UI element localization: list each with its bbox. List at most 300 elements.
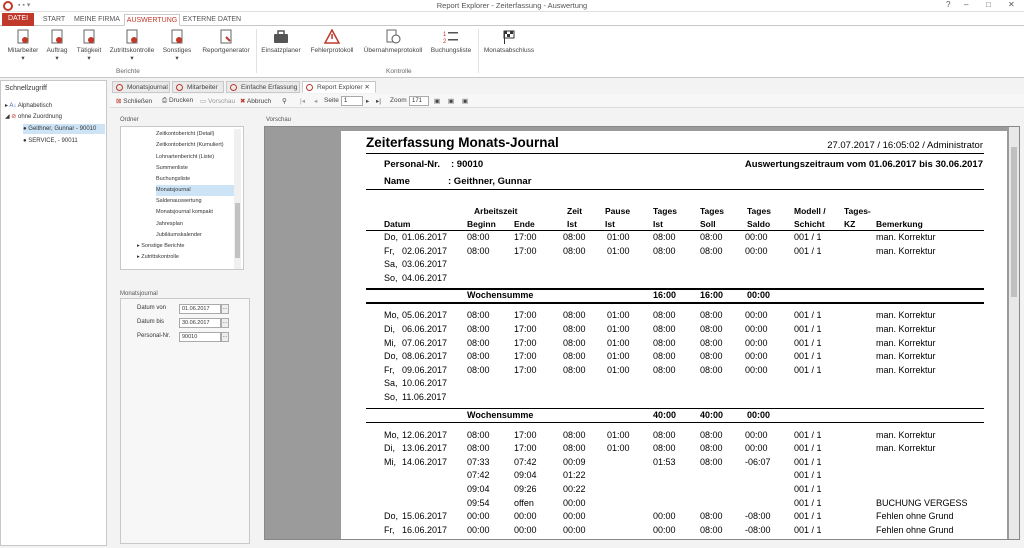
table-cell: Fr,: [384, 245, 395, 256]
table-cell: 00:00: [563, 511, 586, 522]
col-header: Modell /: [794, 206, 826, 216]
table-cell: 001 / 1: [794, 511, 822, 522]
next-page-icon[interactable]: ▸: [366, 98, 370, 105]
col-header: Zeit: [567, 206, 583, 216]
minimize-button[interactable]: –: [964, 0, 969, 9]
user-icon: ●: [23, 138, 27, 144]
table-cell: 07.06.2017: [402, 337, 448, 348]
table-cell: 00:00: [745, 364, 768, 375]
table-cell: 08:00: [700, 456, 723, 467]
uebernahmeprotokoll-button[interactable]: Übernahmeprotokoll: [360, 29, 426, 65]
col-header: Bemerkung: [876, 219, 923, 229]
table-cell: 00:00: [745, 429, 768, 440]
table-cell: 08.06.2017: [402, 351, 448, 362]
table-cell: 08:00: [467, 429, 490, 440]
col-header: Ist: [653, 219, 663, 229]
table-cell: Fehlen ohne Grund: [876, 524, 954, 535]
table-cell: Mo,: [384, 429, 400, 440]
checkered-flag-icon: [501, 29, 517, 45]
report-item[interactable]: Summenliste: [156, 165, 188, 171]
table-cell: 02.06.2017: [402, 245, 448, 256]
table-cell: 08:00: [653, 364, 676, 375]
table-cell: 08:00: [563, 337, 586, 348]
taetigkeit-button[interactable]: Tätigkeit ▾: [74, 29, 104, 65]
datum-bis-input[interactable]: 30.06.2017: [179, 318, 221, 328]
table-cell: 08:00: [653, 245, 676, 256]
close-button[interactable]: ⊠ Schließen: [116, 98, 153, 105]
table-cell: 17:00: [514, 310, 537, 321]
table-cell: 00:09: [563, 456, 586, 467]
tab-icon: [116, 84, 123, 91]
table-cell: man. Korrektur: [876, 351, 936, 362]
table-cell: 001 / 1: [794, 337, 822, 348]
svg-text:1: 1: [443, 32, 447, 38]
table-cell: 01:00: [607, 232, 630, 242]
window-title: Report Explorer - Zeiterfassung - Auswertung: [436, 1, 588, 10]
zoom-label: Zoom: [390, 97, 407, 104]
table-cell: 01:00: [607, 429, 630, 440]
personal-nr-input[interactable]: 90010: [179, 332, 221, 342]
table-cell: 08:00: [653, 310, 676, 321]
table-cell: 01.06.2017: [402, 232, 448, 242]
table-cell: -06:07: [745, 456, 771, 467]
monatsjournal-label: Monatsjournal: [120, 291, 158, 297]
table-cell: 01:22: [563, 470, 586, 481]
divider: [366, 230, 984, 231]
clock-document-icon: [385, 29, 401, 45]
table-cell: 001 / 1: [794, 456, 822, 467]
table-cell: 00:00: [563, 524, 586, 535]
table-cell: 13.06.2017: [402, 443, 448, 454]
col-header: Pause: [605, 206, 631, 216]
numbered-list-icon: [443, 29, 459, 45]
sonstiges-button[interactable]: Sonstiges ▾: [160, 29, 194, 65]
table-cell: 001 / 1: [794, 470, 822, 481]
user-icon: ●: [23, 126, 27, 132]
personal-nr-value: : 90010: [451, 159, 484, 170]
col-header: Beginn: [467, 219, 496, 229]
document-order-icon: [49, 29, 65, 45]
last-page-icon[interactable]: ▸|: [376, 98, 381, 105]
help-button[interactable]: ?: [946, 0, 951, 9]
preview-button[interactable]: ▭ Vorschau: [200, 98, 236, 105]
table-cell: Di,: [384, 443, 395, 454]
personal-nr-label: Personal-Nr.: [137, 333, 171, 339]
table-cell: 08:00: [563, 310, 586, 321]
tab-icon: [306, 84, 313, 91]
panel-title: Schnellzugriff: [5, 85, 47, 92]
table-cell: BUCHUNG VERGESS: [876, 497, 968, 508]
tab-mitarbeiter[interactable]: Mitarbeiter: [172, 81, 224, 93]
divider: [366, 302, 984, 304]
table-cell: Sa,: [384, 259, 398, 270]
table-cell: 00:00: [467, 524, 490, 535]
table-cell: 17:00: [514, 364, 537, 375]
name-value: : Geithner, Gunnar: [448, 176, 532, 187]
buchungsliste-button[interactable]: 1 2 Buchungsliste: [428, 29, 474, 65]
vorschau-label: Vorschau: [266, 117, 292, 123]
table-cell: 17:00: [514, 429, 537, 440]
table-cell: 08:00: [700, 310, 723, 321]
personal-nr-caption: Personal-Nr.: [384, 159, 440, 170]
date-picker-button[interactable]: …: [221, 318, 229, 328]
week-sum-cell: 40:00: [653, 409, 677, 420]
table-cell: 08:00: [563, 364, 586, 375]
table-cell: 08:00: [467, 364, 490, 375]
table-cell: 001 / 1: [794, 232, 822, 242]
report-preview: [264, 126, 1020, 540]
folder-sonstige-berichte[interactable]: ▸ Sonstige Berichte: [137, 243, 185, 249]
ordner-label: Ordner: [120, 117, 139, 123]
report-generator-icon: [218, 29, 234, 45]
tab-report-explorer[interactable]: Report Explorer ✕: [302, 81, 376, 93]
col-header: Saldo: [747, 219, 771, 229]
col-header: Ende: [514, 219, 535, 229]
table-cell: 08:00: [467, 232, 490, 242]
table-cell: 00:00: [514, 524, 537, 535]
table-cell: man. Korrektur: [876, 245, 936, 256]
table-cell: 04.06.2017: [402, 272, 448, 283]
week-sum-cell: 00:00: [747, 290, 771, 301]
table-cell: man. Korrektur: [876, 337, 936, 348]
table-cell: 17:00: [514, 443, 537, 454]
table-cell: Do,: [384, 351, 399, 362]
table-cell: 08:00: [653, 351, 676, 362]
cancel-button[interactable]: ✖ Abbruch: [240, 98, 272, 105]
table-cell: 08:00: [700, 443, 723, 454]
warning-icon: [324, 29, 340, 45]
col-header: Tages: [747, 206, 771, 216]
tree-item-geithner[interactable]: ● Geithner, Gunnar - 90010: [23, 124, 105, 134]
page-label: Seite: [324, 97, 339, 104]
first-page-icon[interactable]: |◂: [300, 98, 305, 105]
table-cell: 00:00: [745, 337, 768, 348]
table-cell: 17:00: [514, 337, 537, 348]
table-cell: 08:00: [700, 245, 723, 256]
table-cell: 08:00: [700, 429, 723, 440]
group-label-kontrolle: Kontrolle: [386, 68, 412, 75]
tab-icon: [176, 84, 183, 91]
fit-width-icon[interactable]: ▣: [448, 98, 455, 105]
scroll-thumb[interactable]: [1011, 147, 1017, 297]
table-cell: Fr,: [384, 364, 395, 375]
report-item[interactable]: Monatsjournal kompakt: [156, 209, 213, 215]
table-cell: 08:00: [700, 524, 723, 535]
table-cell: Fehlen ohne Grund: [876, 511, 954, 522]
search-icon[interactable]: ⚲: [282, 98, 287, 105]
report-page: [341, 131, 1007, 540]
svg-text:2: 2: [443, 39, 447, 45]
menu-bar: [0, 12, 1024, 26]
week-sum-cell: 00:00: [747, 409, 771, 420]
table-cell: 08:00: [700, 337, 723, 348]
print-button[interactable]: ⎙ Drucken: [162, 97, 194, 104]
table-cell: 17:00: [514, 324, 537, 334]
maximize-button[interactable]: □: [986, 0, 991, 9]
document-tabs: [110, 80, 1024, 93]
tab-einfache-erfassung[interactable]: Einfache Erfassung: [226, 81, 300, 93]
col-header: Tages: [653, 206, 677, 216]
fit-page-icon[interactable]: ▣: [434, 98, 441, 105]
table-cell: man. Korrektur: [876, 443, 936, 454]
divider: [366, 153, 984, 154]
tab-icon: [230, 84, 237, 91]
table-cell: 01:00: [607, 245, 630, 256]
table-cell: 001 / 1: [794, 524, 822, 535]
printer-icon: ⎙: [162, 97, 168, 104]
col-header: Soll: [700, 219, 716, 229]
col-header: KZ: [844, 219, 856, 229]
tab-meine-firma[interactable]: MEINE FIRMA: [74, 16, 120, 23]
table-cell: 01:00: [607, 337, 630, 348]
table-cell: 08:00: [467, 351, 490, 362]
week-sum-cell: 40:00: [700, 409, 724, 420]
table-cell: 16.06.2017: [402, 524, 448, 535]
report-item[interactable]: Jahresplan: [156, 221, 183, 227]
table-cell: 15.06.2017: [402, 511, 448, 522]
fehlerprotokoll-button[interactable]: Fehlerprotokoll: [308, 29, 356, 65]
table-cell: 09:04: [467, 484, 490, 494]
table-cell: -08:00: [745, 511, 771, 522]
table-cell: 08:00: [653, 324, 676, 334]
table-cell: 09:54: [467, 497, 490, 508]
zoom-100-icon[interactable]: ▣: [462, 98, 469, 105]
table-cell: 07:42: [467, 470, 490, 481]
report-toolbar: [110, 94, 1024, 108]
table-cell: 08:00: [563, 324, 586, 334]
table-cell: 07:33: [467, 456, 490, 467]
table-cell: Sa,: [384, 378, 398, 389]
tab-auswertung[interactable]: AUSWERTUNG: [124, 14, 180, 26]
tree-item-service[interactable]: ● SERVICE, - 90011: [23, 138, 78, 144]
report-item[interactable]: Buchungsliste: [156, 176, 191, 182]
col-header: Ist: [605, 219, 615, 229]
document-access-icon: [124, 29, 140, 45]
table-cell: 06.06.2017: [402, 324, 448, 334]
briefcase-icon: [273, 29, 289, 45]
col-header: Datum: [384, 219, 411, 229]
ribbon: [0, 26, 1024, 78]
monatsabschluss-button[interactable]: Monatsabschluss: [482, 29, 536, 65]
table-cell: 08:00: [563, 232, 586, 242]
close-icon: ⊠: [116, 98, 122, 105]
table-cell: 00:00: [745, 351, 768, 362]
table-cell: 09:04: [514, 470, 537, 481]
table-cell: 09.06.2017: [402, 364, 448, 375]
table-cell: Mi,: [384, 456, 396, 467]
table-cell: man. Korrektur: [876, 232, 936, 242]
table-cell: 08:00: [653, 337, 676, 348]
table-cell: 10.06.2017: [402, 378, 448, 389]
table-cell: 00:00: [467, 511, 490, 522]
table-cell: 08:00: [467, 443, 490, 454]
zutrittskontrolle-button[interactable]: Zutrittskontrolle ▾: [106, 29, 158, 65]
table-cell: 08:00: [563, 351, 586, 362]
table-cell: 08:00: [700, 364, 723, 375]
table-cell: 07:42: [514, 456, 537, 467]
table-cell: 11.06.2017: [402, 392, 447, 402]
table-cell: 01:00: [607, 443, 630, 454]
table-cell: 08:00: [700, 324, 723, 334]
table-cell: 001 / 1: [794, 497, 822, 508]
table-cell: Mi,: [384, 337, 396, 348]
date-picker-button[interactable]: …: [221, 304, 229, 314]
table-cell: 08:00: [653, 443, 676, 454]
table-cell: Di,: [384, 324, 395, 334]
table-cell: 08:00: [563, 429, 586, 440]
table-cell: 00:00: [745, 245, 768, 256]
table-cell: 08:00: [467, 245, 490, 256]
col-header: Tages-: [844, 206, 871, 216]
table-cell: man. Korrektur: [876, 364, 936, 375]
table-cell: 17:00: [514, 245, 537, 256]
table-cell: 08:00: [700, 351, 723, 362]
table-cell: 08:00: [467, 337, 490, 348]
group-label-berichte: Berichte: [116, 68, 140, 75]
table-cell: 00:00: [653, 524, 676, 535]
table-cell: 001 / 1: [794, 429, 822, 440]
week-sum-cell: 16:00: [700, 290, 724, 301]
table-cell: 17:00: [514, 232, 537, 242]
col-header: Ist: [567, 219, 577, 229]
report-item[interactable]: Jubiläumskalender: [156, 232, 202, 238]
table-cell: 14.06.2017: [402, 456, 448, 467]
table-cell: 12.06.2017: [402, 429, 448, 440]
datum-von-label: Datum von: [137, 305, 167, 311]
ribbon-separator: [256, 29, 257, 73]
datum-bis-label: Datum bis: [137, 319, 165, 325]
report-item[interactable]: Zeitkontobericht (Kumuliert): [156, 142, 224, 148]
report-folder-tree: [120, 126, 244, 270]
parameter-panel: [120, 298, 250, 544]
title-bar: [0, 0, 1024, 12]
auftrag-button[interactable]: Auftrag ▾: [44, 29, 70, 65]
table-cell: 00:00: [745, 443, 768, 454]
table-cell: 001 / 1: [794, 364, 822, 375]
scroll-thumb[interactable]: [235, 203, 240, 258]
table-cell: 00:22: [563, 484, 586, 494]
col-header: Schicht: [794, 219, 825, 229]
col-header: Arbeitszeit: [474, 206, 518, 216]
einsatzplaner-button[interactable]: Einsatzplaner: [260, 29, 302, 65]
tab-datei[interactable]: DATEI: [2, 13, 34, 26]
mitarbeiter-button[interactable]: Mitarbeiter ▾: [4, 29, 42, 65]
report-period: Auswertungszeitraum vom 01.06.2017 bis 30.06.2017: [744, 159, 983, 170]
monitor-icon: ▭: [200, 98, 207, 105]
table-cell: 08:00: [467, 310, 490, 321]
table-cell: 08:00: [653, 429, 676, 440]
table-cell: 17:00: [514, 351, 537, 362]
table-cell: 08:00: [563, 245, 586, 256]
document-user-icon: [15, 29, 31, 45]
tab-monatsjournal[interactable]: Monatsjournal: [112, 81, 170, 93]
quick-access-icons[interactable]: ▪ ▪ ▾: [18, 2, 31, 9]
table-cell: man. Korrektur: [876, 310, 936, 321]
table-cell: man. Korrektur: [876, 429, 936, 440]
reportgenerator-button[interactable]: Reportgenerator: [200, 29, 252, 65]
table-cell: 01:00: [607, 351, 630, 362]
table-cell: 08:00: [563, 443, 586, 454]
report-timestamp: 27.07.2017 / 16:05:02 / Administrator: [827, 140, 983, 151]
document-activity-icon: [81, 29, 97, 45]
table-cell: -08:00: [745, 524, 771, 535]
table-cell: 001 / 1: [794, 245, 822, 256]
divider: [366, 422, 984, 424]
tree-item-ohne-zuordnung[interactable]: ◢ ⊘ ohne Zuordnung: [5, 114, 63, 120]
table-cell: 00:00: [745, 324, 768, 334]
zoom-input[interactable]: 171: [409, 96, 429, 106]
table-cell: 001 / 1: [794, 310, 822, 321]
week-sum-cell: 16:00: [653, 290, 677, 301]
table-cell: 03.06.2017: [402, 259, 448, 270]
page-input[interactable]: 1: [341, 96, 363, 106]
table-cell: 00:00: [653, 511, 676, 522]
table-cell: 08:00: [653, 232, 676, 242]
tab-start[interactable]: START: [42, 16, 66, 23]
table-cell: man. Korrektur: [876, 324, 936, 334]
table-cell: 01:53: [653, 456, 676, 467]
prev-page-icon[interactable]: ◂: [314, 98, 318, 105]
table-cell: Do,: [384, 511, 399, 522]
table-cell: So,: [384, 392, 398, 402]
table-cell: 09:26: [514, 484, 537, 494]
table-cell: 00:00: [745, 310, 768, 321]
col-header: Tages: [700, 206, 724, 216]
folder-zutrittskontrolle[interactable]: ▸ Zutrittskontrolle: [137, 254, 179, 260]
table-cell: 00:00: [745, 232, 768, 242]
report-item[interactable]: Saldenauswertung: [156, 198, 202, 204]
ribbon-separator: [478, 29, 479, 73]
lookup-button[interactable]: …: [221, 332, 229, 342]
table-cell: 00:00: [514, 511, 537, 522]
name-caption: Name: [384, 176, 410, 187]
table-cell: So,: [384, 272, 398, 283]
week-sum-cell: Wochensumme: [467, 409, 534, 420]
close-window-button[interactable]: ✕: [1008, 0, 1015, 9]
report-item[interactable]: Lohnartenbericht (Liste): [156, 154, 215, 160]
table-cell: 001 / 1: [794, 484, 822, 494]
table-cell: 001 / 1: [794, 324, 822, 334]
datum-von-input[interactable]: 01.06.2017: [179, 304, 221, 314]
table-cell: Mo,: [384, 310, 400, 321]
table-cell: 01:00: [607, 324, 630, 334]
close-tab-icon[interactable]: ✕: [364, 84, 370, 91]
table-cell: 08:00: [467, 324, 490, 334]
document-misc-icon: [169, 29, 185, 45]
table-cell: offen: [514, 497, 534, 508]
report-title: Zeiterfassung Monats-Journal: [366, 135, 559, 150]
table-cell: Do,: [384, 232, 399, 242]
table-cell: Fr,: [384, 524, 395, 535]
report-item-selected[interactable]: Monatsjournal: [156, 185, 236, 196]
tab-externe-daten[interactable]: EXTERNE DATEN: [182, 16, 242, 23]
table-cell: 001 / 1: [794, 443, 822, 454]
cancel-icon: ✖: [240, 98, 246, 105]
tree-item-alphabetisch[interactable]: ▸ A↓ Alphabetisch: [5, 103, 53, 109]
table-cell: 08:00: [700, 232, 723, 242]
table-cell: 001 / 1: [794, 351, 822, 362]
ordner-scrollbar[interactable]: [234, 129, 241, 269]
report-item[interactable]: Zeitkontobericht (Detail): [156, 131, 215, 137]
table-cell: 01:00: [607, 364, 630, 375]
table-cell: 01:00: [607, 310, 630, 321]
divider: [366, 189, 984, 190]
table-cell: 00:00: [563, 497, 586, 508]
preview-scrollbar[interactable]: [1009, 127, 1019, 539]
quick-access-panel: [0, 80, 107, 546]
week-sum-cell: Wochensumme: [467, 290, 534, 301]
table-cell: 05.06.2017: [402, 310, 448, 321]
